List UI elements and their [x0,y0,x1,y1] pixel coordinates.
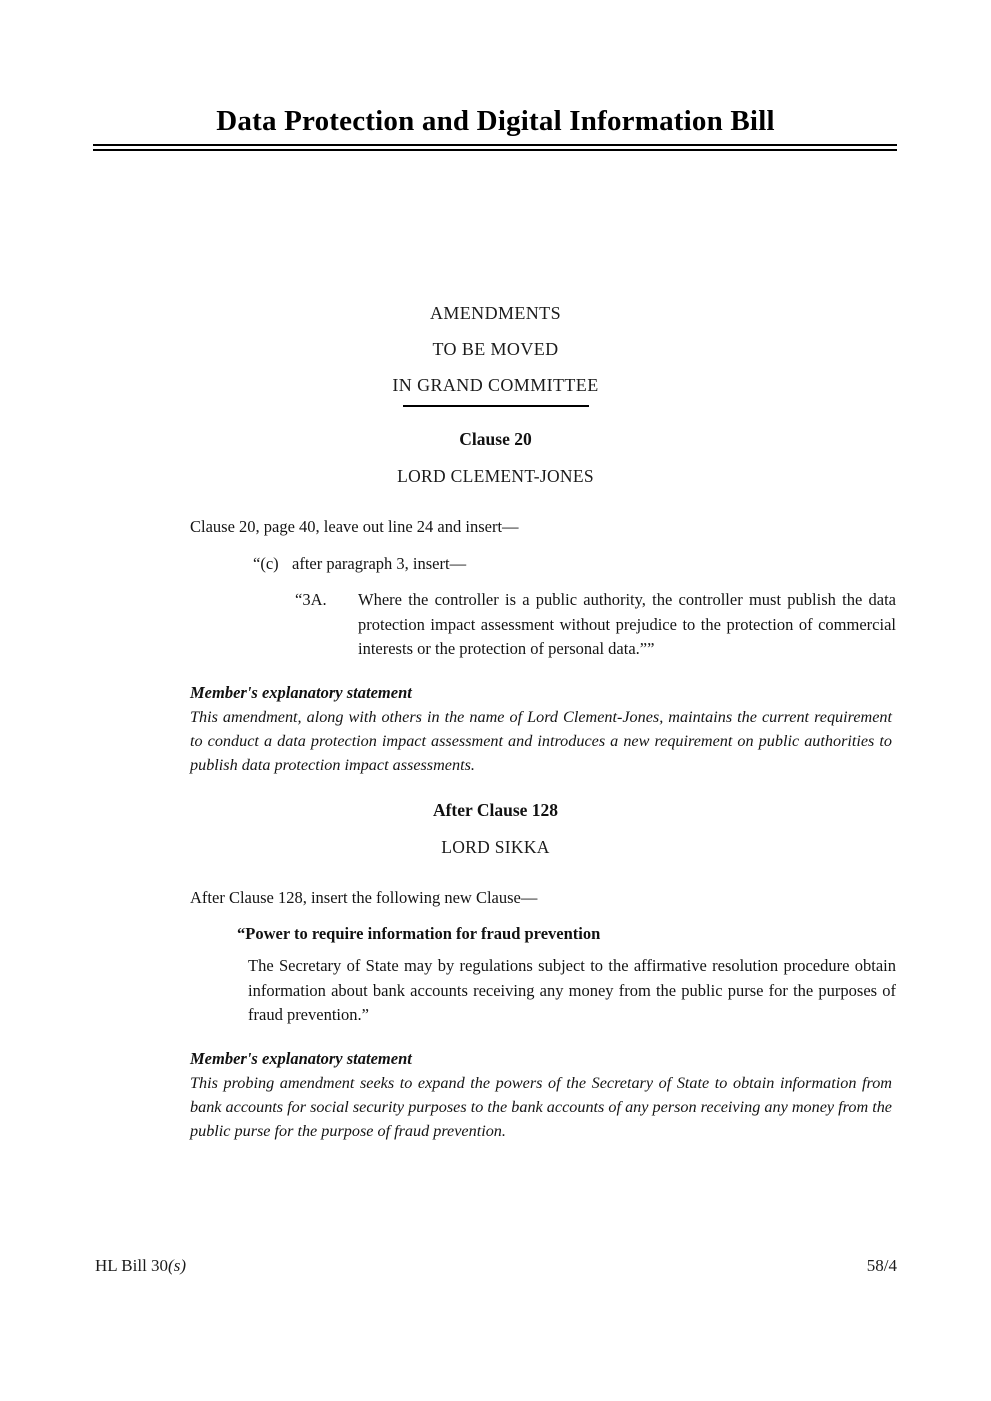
bill-number-text: HL Bill 30 [95,1256,169,1275]
explanatory-statement-text-2: This probing amendment seeks to expand the powers of the Secretary of State to obtain information from bank accounts for social security purposes to the bank accounts of any person receiving any money from the public purse for the purpose of fraud prevention. [190,1073,892,1141]
subparagraph-c-label: “(c) [253,554,279,573]
clause-heading-1: Clause 20 [459,429,532,449]
session-heading [0,303,991,407]
explanatory-statement-heading-1: Member's explanatory statement [190,682,412,702]
explanatory-statement-text-1: This amendment, along with others in the name of Lord Clement-Jones, maintains the current requirement to conduct a data protection impact assessment and introduces a new requirement on public authorities to publish data protection impact assessments. [190,707,892,775]
bill-title: Data Protection and Digital Information Bill [216,105,775,137]
amendment-instruction-2: After Clause 128, insert the following new Clause— [190,888,538,908]
paragraph-3a-label: “3A. [295,590,327,609]
amendment-subparagraph-c [0,553,991,575]
session-heading-line-1: AMENDMENTS [429,303,561,323]
mover-name-2: LORD SIKKA [441,837,550,858]
session-heading-line-3: IN GRAND COMMITTEE [392,375,599,395]
title-double-rule [93,144,897,151]
new-clause-text: The Secretary of State may by regulations subject to the affirmative resolution procedure obtain information about bank accounts receiving any money from the public purse for the purposes of fraud prevention.” [248,956,896,1025]
clause-heading-2: After Clause 128 [432,800,559,821]
new-clause-title: “Power to require information for fraud prevention [237,924,601,944]
session-heading-underline [403,405,589,407]
page-footer [95,1256,897,1276]
mover-name-1: LORD CLEMENT-JONES [397,466,594,486]
amendment-reference-number: 58/4 [866,1256,897,1275]
amendment-instruction-1: Clause 20, page 40, leave out line 24 and insert— [190,517,519,536]
bill-number [95,1256,186,1276]
inserted-paragraph-3a [0,588,991,662]
paragraph-3a-text: Where the controller is a public authority, the controller must publish the data protection impact assessment without prejudice to the protection of commercial interests or the protection of personal data.”” [358,590,896,658]
bill-number-suffix: (s) [168,1256,186,1275]
subparagraph-c-text: after paragraph 3, insert— [292,554,467,573]
explanatory-statement-heading-2: Member's explanatory statement [190,1048,412,1068]
session-heading-line-2: TO BE MOVED [432,339,559,359]
